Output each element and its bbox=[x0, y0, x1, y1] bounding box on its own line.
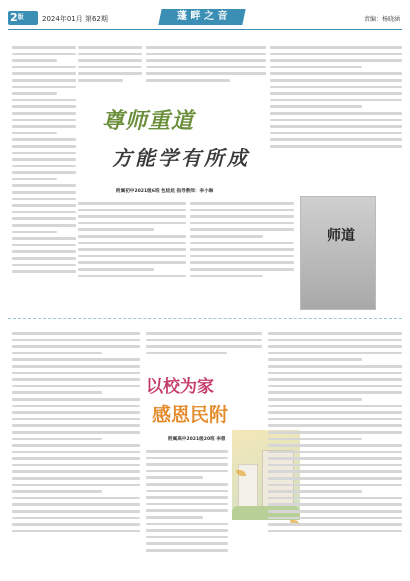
article2-column-2-bottom bbox=[146, 446, 228, 574]
calligraphy-text: 师道 bbox=[327, 228, 355, 244]
article1-column-1 bbox=[12, 42, 76, 312]
page-number-suffix: 版 bbox=[17, 14, 24, 21]
article2-title: 以校为家 bbox=[146, 377, 214, 397]
article1-column-3-top bbox=[146, 42, 266, 102]
article1-column-3-bottom bbox=[190, 198, 294, 312]
article1-subtitle: 方能学有所成 bbox=[112, 146, 250, 170]
article2-column-1 bbox=[12, 328, 140, 574]
header-rule bbox=[8, 29, 402, 30]
article1-title-art bbox=[92, 104, 262, 182]
article2-byline: 附属高中2021级20班 李想 bbox=[168, 437, 226, 442]
article1-column-4 bbox=[270, 42, 402, 192]
article2-column-3 bbox=[268, 328, 402, 574]
column-title-text: 蓬 畔 之 音 bbox=[176, 11, 228, 22]
editor-credit: 责编：杨晓涵 bbox=[363, 16, 400, 23]
page-number: 2 bbox=[10, 11, 18, 24]
article2-column-2-top bbox=[146, 328, 262, 368]
article1-byline: 附属初中2021级6班 包炫炫 指导教师：李小琳 bbox=[116, 189, 214, 194]
article2-title-art bbox=[146, 372, 256, 432]
calligraphy-photo bbox=[300, 196, 376, 310]
column-title bbox=[158, 9, 245, 25]
issue-date: 2024年01月 第62期 bbox=[42, 15, 108, 23]
article1-title: 尊师重道 bbox=[102, 108, 195, 134]
page-header bbox=[8, 11, 404, 27]
page-number-badge bbox=[8, 11, 38, 25]
article1-column-2-bottom bbox=[78, 198, 186, 312]
section-divider bbox=[8, 318, 402, 319]
article2-subtitle: 感恩民附 bbox=[152, 404, 229, 426]
article1-column-2-top bbox=[78, 42, 142, 102]
